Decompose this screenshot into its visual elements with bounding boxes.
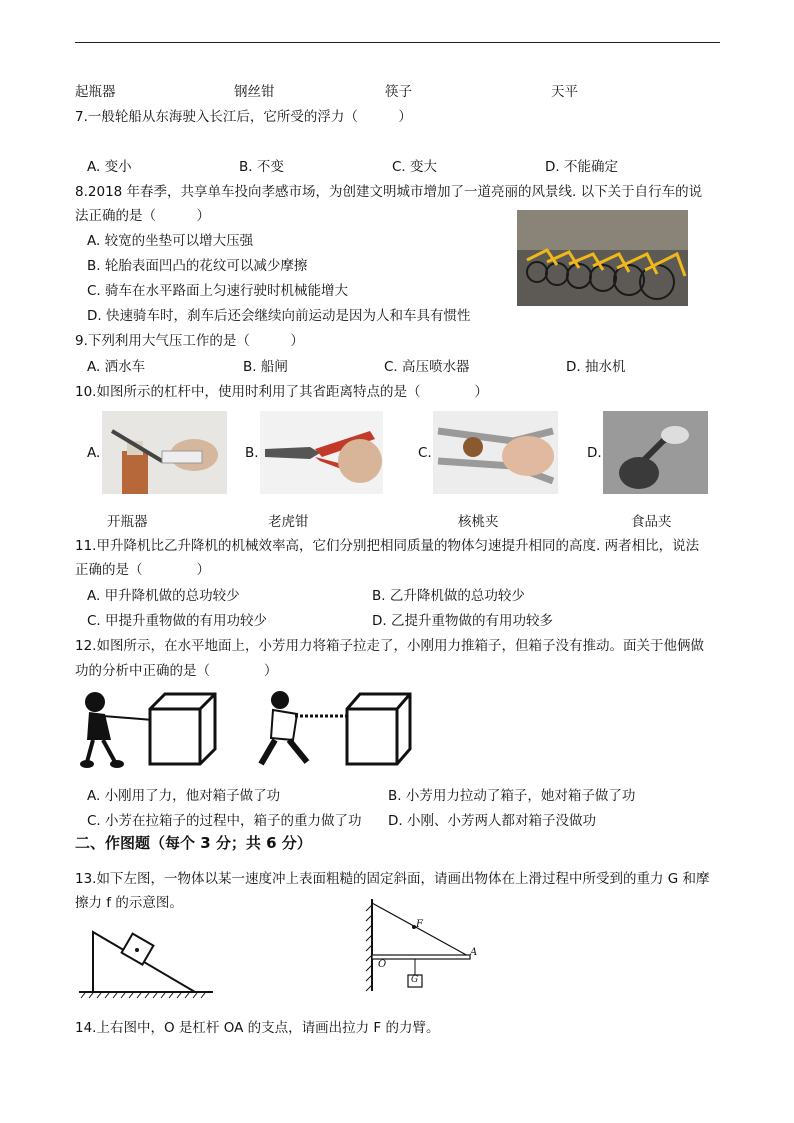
- label-wire-pliers: 钢丝钳: [234, 84, 275, 100]
- q12-option-b: B. 小芳用力拉动了箱子，她对箱子做了功: [388, 788, 636, 804]
- q7-number: 7.: [75, 109, 88, 125]
- q9-option-d: D. 抽水机: [566, 359, 626, 375]
- label-a: A: [470, 947, 478, 958]
- q12-option-a: A. 小刚用了力，他对箱子做了功: [87, 788, 281, 804]
- q12-option-c: C. 小芳在拉箱子的过程中，箱子的重力做了功: [87, 813, 362, 829]
- q8-stem-line1: [75, 180, 702, 200]
- q11-number: 11.: [75, 538, 97, 554]
- q10-letter-c: C.: [418, 445, 432, 461]
- q14-number: 14.: [75, 1020, 97, 1036]
- q10-letter-b: B.: [245, 445, 259, 461]
- q12-option-d: D. 小刚、小芳两人都对箱子没做功: [388, 813, 596, 829]
- bicycles-photo: [517, 210, 688, 306]
- q13-stem-line1: [75, 867, 710, 887]
- q12-stem-line2: 功的分析中正确的是（ ）: [75, 663, 278, 679]
- q14-stem: [75, 1016, 439, 1036]
- q8-number: 8.: [75, 184, 88, 200]
- q11-stem-line2: 正确的是（ ）: [75, 562, 210, 578]
- q7-stem: [75, 105, 412, 125]
- q9-option-a: A. 洒水车: [87, 359, 146, 375]
- caption-bottle-opener: 开瓶器: [107, 514, 148, 530]
- q13-text: 如下左图，一物体以某一速度冲上表面粗糙的固定斜面，请画出物体在上滑过程中所受到的重力 G 和摩: [96, 871, 710, 887]
- q11-stem-line1: [75, 534, 699, 554]
- q7-option-c: C. 变大: [392, 159, 438, 175]
- q9-option-c: C. 高压喷水器: [384, 359, 470, 375]
- q7-option-d: D. 不能确定: [545, 159, 618, 175]
- q12-stem-line1: [75, 634, 704, 654]
- q14-text: 上右图中，O 是杠杆 OA 的支点，请画出拉力 F 的力臂。: [96, 1020, 440, 1036]
- label-chopsticks: 筷子: [385, 84, 412, 100]
- q9-number: 9.: [75, 333, 88, 349]
- q9-text: 下列利用大气压工作的是（ ）: [87, 333, 304, 349]
- nutcracker-photo: [433, 411, 558, 494]
- q8-stem-line2: 法正确的是（ ）: [75, 208, 210, 224]
- q9-stem: [75, 329, 304, 349]
- q8-text: 2018 年春季，共享单车投向孝感市场，为创建文明城市增加了一道亮丽的风景线. 以下关于自行车的说: [87, 184, 703, 200]
- food-tongs-photo: [603, 411, 708, 494]
- label-balance: 天平: [551, 84, 578, 100]
- lever-figure: [360, 895, 480, 995]
- label-f: F: [416, 919, 423, 930]
- label-g: G: [411, 975, 419, 985]
- caption-pliers: 老虎钳: [268, 514, 309, 530]
- q7-text: 一般轮船从东海驶入长江后，它所受的浮力（ ）: [87, 109, 412, 125]
- q13-stem-line2: 擦力 f 的示意图。: [75, 895, 183, 911]
- q11-option-b: B. 乙升降机做的总功较少: [372, 588, 525, 604]
- q10-letter-a: A.: [87, 445, 101, 461]
- q8-option-a: A. 较宽的坐垫可以增大压强: [87, 233, 254, 249]
- q10-number: 10.: [75, 384, 97, 400]
- incline-figure: [75, 920, 215, 1002]
- q7-option-b: B. 不变: [239, 159, 284, 175]
- q7-option-a: A. 变小: [87, 159, 132, 175]
- q12-number: 12.: [75, 638, 97, 654]
- q8-option-c: C. 骑车在水平路面上匀速行驶时机械能增大: [87, 283, 349, 299]
- q11-option-a: A. 甲升降机做的总功较少: [87, 588, 240, 604]
- label-o: O: [378, 959, 387, 970]
- caption-nutcracker: 核桃夹: [458, 514, 499, 530]
- q11-option-c: C. 甲提升重物做的有用功较少: [87, 613, 268, 629]
- q10-letter-d: D.: [587, 445, 602, 461]
- section-2-heading: 二、作图题（每个 3 分；共 6 分）: [75, 834, 312, 852]
- q10-stem: [75, 380, 488, 400]
- q8-option-d: D. 快速骑车时，刹车后还会继续向前运动是因为人和车具有惯性: [87, 308, 471, 324]
- q12-text: 如图所示，在水平地面上，小芳用力将箱子拉走了，小刚用力推箱子，但箱子没有推动。面关于他俩做: [96, 638, 704, 654]
- pliers-photo: [260, 411, 383, 494]
- pull-push-box-figure: [75, 684, 415, 774]
- q11-option-d: D. 乙提升重物做的有用功较多: [372, 613, 553, 629]
- q8-option-b: B. 轮胎表面凹凸的花纹可以减少摩擦: [87, 258, 308, 274]
- label-bottle-opener: 起瓶器: [75, 84, 116, 100]
- q9-option-b: B. 船闸: [243, 359, 288, 375]
- bottle-opener-photo: [102, 411, 227, 494]
- caption-food-tongs: 食品夹: [631, 514, 672, 530]
- header-rule: [75, 42, 720, 43]
- q13-number: 13.: [75, 871, 97, 887]
- q11-text: 甲升降机比乙升降机的机械效率高，它们分别把相同质量的物体匀速提升相同的高度. 两者相比，说法: [96, 538, 700, 554]
- q10-text: 如图所示的杠杆中，使用时利用了其省距离特点的是（ ）: [96, 384, 488, 400]
